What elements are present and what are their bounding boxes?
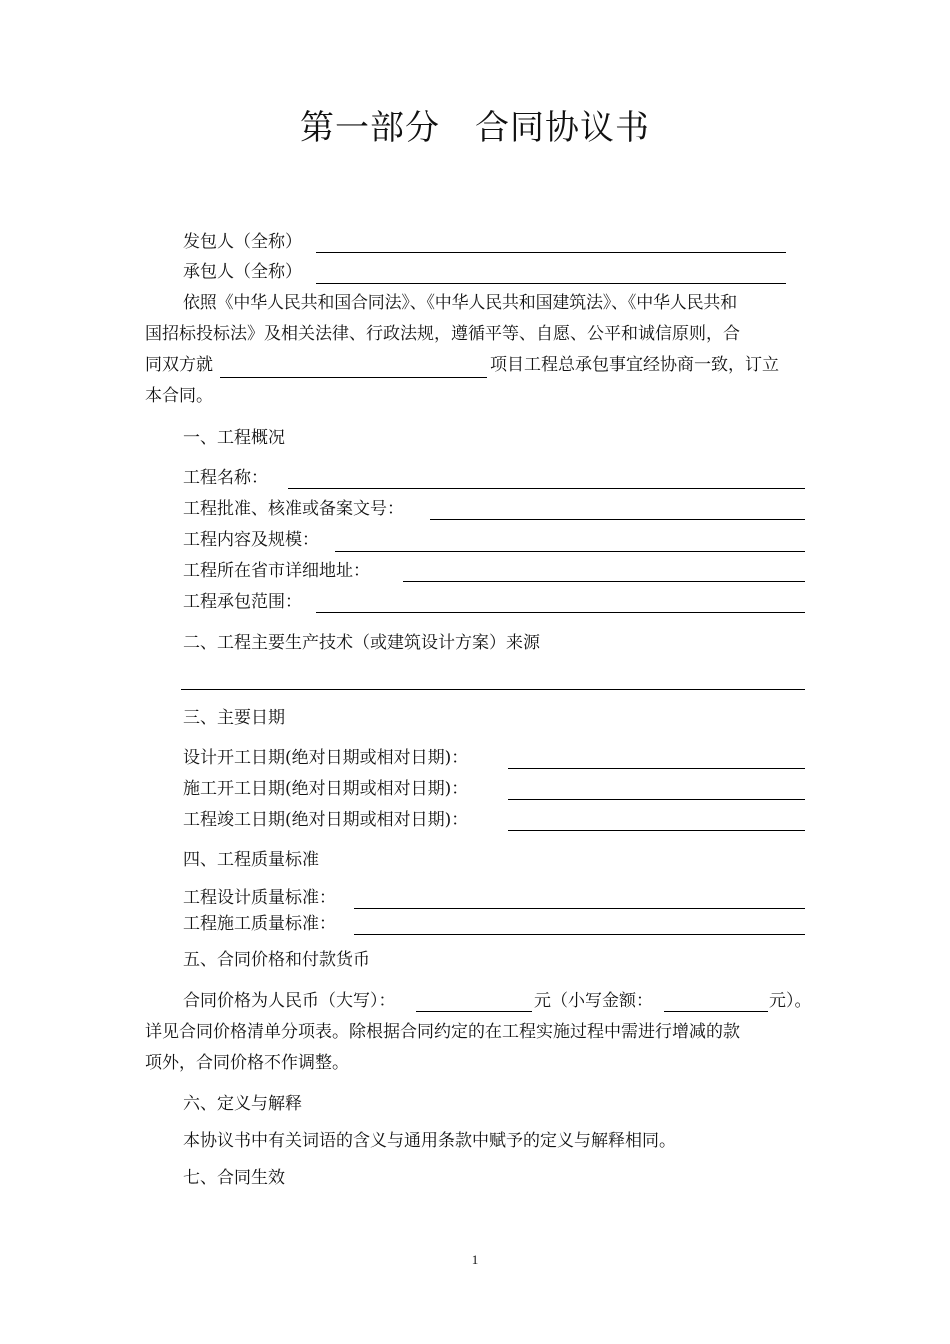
completion-date-field[interactable] xyxy=(508,830,805,831)
page-title: 第一部分 合同协议书 xyxy=(300,108,650,148)
content-scale-label: 工程内容及规模： xyxy=(183,530,319,550)
price-line-3: 项外，合同价格不作调整。 xyxy=(145,1053,349,1073)
price-label-words: 合同价格为人民币（大写）： xyxy=(183,991,396,1011)
section-7-heading: 七、合同生效 xyxy=(183,1168,285,1188)
intro-line-3-pre: 同双方就 xyxy=(145,355,213,375)
construction-quality-field[interactable] xyxy=(354,934,805,935)
construction-start-field[interactable] xyxy=(508,799,805,800)
intro-line-3-post: 项目工程总承包事宜经协商一致，订立 xyxy=(490,355,779,375)
intro-line-2: 国招标投标法》及相关法律、行政法规，遵循平等、自愿、公平和诚信原则，合 xyxy=(145,324,740,344)
section-1-heading: 一、工程概况 xyxy=(183,428,285,448)
project-name-input-line[interactable] xyxy=(288,488,805,489)
employer-label: 发包人（全称） xyxy=(183,232,302,252)
intro-line-1: 依照《中华人民共和国合同法》、《中华人民共和国建筑法》、《中华人民共和 xyxy=(183,293,737,313)
completion-date-label: 工程竣工日期(绝对日期或相对日期)： xyxy=(183,810,469,830)
section-3-heading: 三、主要日期 xyxy=(183,708,285,728)
intro-line-4: 本合同。 xyxy=(145,386,213,406)
price-label-figures: 元（小写金额： xyxy=(534,991,653,1011)
project-name-label: 工程名称： xyxy=(183,468,268,488)
design-quality-label: 工程设计质量标准： xyxy=(183,888,336,908)
design-start-label: 设计开工日期(绝对日期或相对日期)： xyxy=(183,748,469,768)
section-6-body: 本协议书中有关词语的含义与通用条款中赋予的定义与解释相同。 xyxy=(183,1131,676,1151)
construction-quality-label: 工程施工质量标准： xyxy=(183,914,336,934)
price-words-field[interactable] xyxy=(416,1011,532,1012)
employer-field[interactable] xyxy=(316,252,786,253)
section-4-heading: 四、工程质量标准 xyxy=(183,850,319,870)
scope-label: 工程承包范围： xyxy=(183,592,302,612)
project-name-field[interactable] xyxy=(220,377,487,378)
page-number: 1 xyxy=(471,1252,479,1267)
section-6-heading: 六、定义与解释 xyxy=(183,1094,302,1114)
section-2-heading: 二、工程主要生产技术（或建筑设计方案）来源 xyxy=(183,633,540,653)
scope-field[interactable] xyxy=(316,612,805,613)
construction-start-label: 施工开工日期(绝对日期或相对日期)： xyxy=(183,779,469,799)
section-5-heading: 五、合同价格和付款货币 xyxy=(183,950,370,970)
contractor-label: 承包人（全称） xyxy=(183,262,302,282)
approval-no-field[interactable] xyxy=(430,519,805,520)
approval-no-label: 工程批准、核准或备案文号： xyxy=(183,499,404,519)
address-field[interactable] xyxy=(403,581,805,582)
address-label: 工程所在省市详细地址： xyxy=(183,561,370,581)
price-line-2: 详见合同价格清单分项表。除根据合同约定的在工程实施过程中需进行增减的款 xyxy=(145,1022,740,1042)
design-start-field[interactable] xyxy=(508,768,805,769)
price-label-end: 元）。 xyxy=(769,991,812,1011)
technology-source-field[interactable] xyxy=(181,689,805,690)
contractor-field[interactable] xyxy=(316,283,786,284)
content-scale-field[interactable] xyxy=(335,551,805,552)
price-figures-field[interactable] xyxy=(664,1011,768,1012)
design-quality-field[interactable] xyxy=(354,908,805,909)
